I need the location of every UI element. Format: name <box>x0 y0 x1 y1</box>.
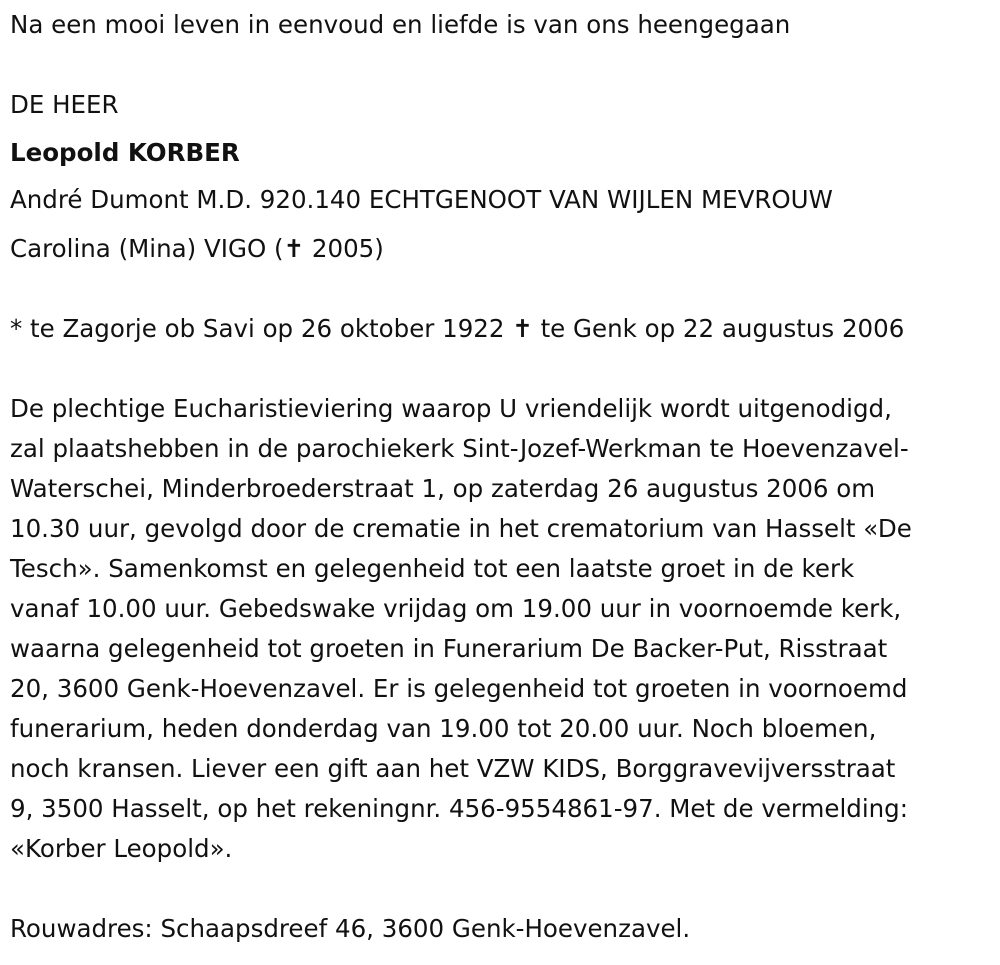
spacer <box>10 869 995 909</box>
ceremony-line: noch kransen. Liever een gift aan het VZW KIDS, Borggravevijversstraat <box>10 754 896 783</box>
spouse-line-1: André Dumont M.D. 920.140 ECHTGENOOT VAN WIJLEN MEVROUW <box>10 185 833 214</box>
mourning-address: Rouwadres: Schaapsdreef 46, 3600 Genk-Hoevenzavel. <box>10 914 691 943</box>
honorific-title: DE HEER <box>10 90 119 119</box>
ceremony-line: 20, 3600 Genk-Hoevenzavel. Er is gelegenheid tot groeten in voornoemd <box>10 674 908 703</box>
spacer <box>10 349 995 389</box>
obituary-notice <box>10 5 995 949</box>
ceremony-line: Tesch». Samenkomst en gelegenheid tot een laatste groet in de kerk <box>10 554 855 583</box>
ceremony-line: «Korber Leopold». <box>10 834 233 863</box>
deceased-name: Leopold KORBER <box>10 138 240 167</box>
intro-text: Na een mooi leven in eenvoud en liefde is van ons heengegaan <box>10 10 791 39</box>
spouse-line-2: Carolina (Mina) VIGO (✝ 2005) <box>10 234 384 263</box>
ceremony-line: waarna gelegenheid tot groeten in Funerarium De Backer-Put, Risstraat <box>10 634 888 663</box>
ceremony-line: funerarium, heden donderdag van 19.00 tot 20.00 uur. Noch bloemen, <box>10 714 877 743</box>
ceremony-paragraph <box>10 389 995 869</box>
spacer <box>10 269 995 309</box>
ceremony-line: vanaf 10.00 uur. Gebedswake vrijdag om 19.00 uur in voornoemde kerk, <box>10 594 902 623</box>
ceremony-line: 9, 3500 Hasselt, op het rekeningnr. 456-9554861-97. Met de vermelding: <box>10 794 908 823</box>
life-dates: * te Zagorje ob Savi op 26 oktober 1922 ✝ te Genk op 22 augustus 2006 <box>10 314 905 343</box>
ceremony-line: De plechtige Eucharistieviering waarop U vriendelijk wordt uitgenodigd, <box>10 394 892 423</box>
spacer <box>10 45 995 85</box>
ceremony-line: zal plaatshebben in de parochiekerk Sint-Jozef-Werkman te Hoevenzavel- <box>10 434 909 463</box>
ceremony-line: Waterschei, Minderbroederstraat 1, op zaterdag 26 augustus 2006 om <box>10 474 876 503</box>
ceremony-line: 10.30 uur, gevolgd door de crematie in het crematorium van Hasselt «De <box>10 514 912 543</box>
